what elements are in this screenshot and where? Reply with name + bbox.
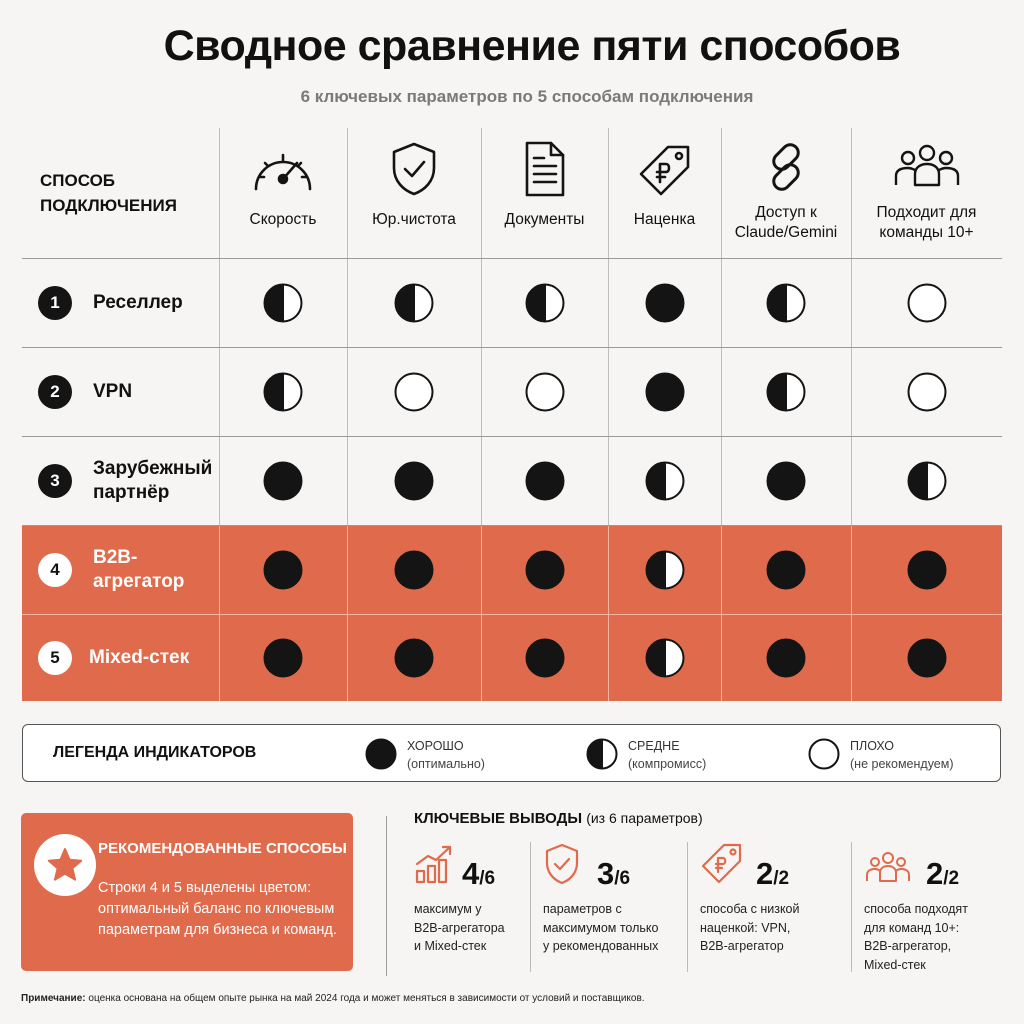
rating-good-icon <box>263 550 303 590</box>
rating-good-icon <box>766 550 806 590</box>
rating-good-icon <box>645 283 685 323</box>
rating-medium-icon <box>645 638 685 678</box>
row-method-name: VPN <box>93 380 133 402</box>
column-header-5 <box>721 128 851 258</box>
rating-medium-icon <box>586 738 618 770</box>
rating-medium-icon <box>263 283 303 323</box>
row-method-name: Реселлер <box>93 291 183 313</box>
rating-poor-icon <box>808 738 840 770</box>
key-findings-title: КЛЮЧЕВЫЕ ВЫВОДЫ (из 6 параметров) <box>414 810 703 827</box>
finding-divider <box>530 842 531 972</box>
rating-medium-icon <box>907 461 947 501</box>
finding-description: максимум у B2B-агрегатора и Mixed-стек <box>414 902 505 953</box>
rating-good-icon <box>263 461 303 501</box>
rating-good-icon <box>907 638 947 678</box>
column-divider <box>481 525 482 701</box>
column-divider <box>851 525 852 701</box>
column-header-2 <box>347 128 481 258</box>
rating-good-icon <box>645 372 685 412</box>
legend-title: ЛЕГЕНДА ИНДИКАТОРОВ <box>53 744 257 761</box>
row-number-badge: 4 <box>38 553 72 587</box>
growth-chart-icon <box>414 842 454 884</box>
column-header-4 <box>608 128 721 258</box>
rating-poor-icon <box>525 372 565 412</box>
rating-good-icon <box>525 550 565 590</box>
link-icon <box>758 139 814 195</box>
rating-poor-icon <box>907 283 947 323</box>
page-subtitle: 6 ключевых параметров по 5 способам подключения <box>300 87 754 106</box>
finding-divider <box>851 842 852 972</box>
row-method-name: B2B- агрегатор <box>93 546 185 592</box>
table-row <box>22 258 1002 347</box>
row-divider <box>22 258 1002 259</box>
finding-description: способа подходят для команд 10+: B2B-агрегатор, Mixed-стек <box>864 902 968 972</box>
rating-poor-icon <box>394 372 434 412</box>
finding-value: 2/2 <box>926 856 960 891</box>
rating-good-icon <box>394 461 434 501</box>
column-divider <box>608 525 609 701</box>
page-title: Сводное сравнение пяти способов <box>163 22 901 70</box>
row-divider <box>22 525 1002 526</box>
recommended-text: Строки 4 и 5 выделены цветом: оптимальный баланс по ключевым параметрам для бизнеса и команд. <box>98 880 337 938</box>
shield-check-icon <box>387 140 441 198</box>
row-method-name: Зарубежный партнёр <box>93 457 213 503</box>
finding-divider <box>687 842 688 972</box>
rating-good-icon <box>525 461 565 501</box>
row-number-badge: 5 <box>38 641 72 675</box>
column-divider <box>347 525 348 701</box>
rating-medium-icon <box>645 550 685 590</box>
column-label: Документы <box>504 211 585 228</box>
table-row <box>22 436 1002 525</box>
row-number-badge: 3 <box>38 464 72 498</box>
table-header <box>22 128 1002 258</box>
rating-medium-icon <box>394 283 434 323</box>
table-row <box>22 347 1002 436</box>
row-divider <box>22 614 1002 615</box>
column-header-3 <box>481 128 608 258</box>
table-row <box>22 614 1002 701</box>
document-icon <box>520 139 570 199</box>
section-divider <box>386 816 387 976</box>
rating-good-icon <box>907 550 947 590</box>
rating-poor-icon <box>907 372 947 412</box>
row-divider <box>22 436 1002 437</box>
legend: ЛЕГЕНДА ИНДИКАТОРОВ ХОРОШО (оптимально) СРЕДНЕ (компромисс) ПЛОХО (не рекомендуем) <box>22 724 1001 782</box>
rating-medium-icon <box>766 372 806 412</box>
star-badge <box>34 834 96 896</box>
finding-description: параметров с максимумом только у рекомендованных <box>543 902 659 953</box>
finding-value: 4/6 <box>462 856 496 891</box>
column-divider <box>219 525 220 701</box>
price-tag-ruble-icon <box>700 842 744 886</box>
shield-check-icon <box>543 842 581 886</box>
team-icon <box>864 850 912 886</box>
rating-good-icon <box>766 461 806 501</box>
table-row <box>22 525 1002 614</box>
column-header-1 <box>219 128 347 258</box>
finding-description: способа с низкой наценкой: VPN, B2B-агрегатор <box>700 902 800 953</box>
speedometer-icon <box>250 143 316 199</box>
rating-good-icon <box>525 638 565 678</box>
footnote: Примечание: оценка основана на общем опыте рынка на май 2024 года и может меняться в зависимости от условий и поставщиков. <box>21 993 645 1004</box>
rating-good-icon <box>766 638 806 678</box>
rating-medium-icon <box>525 283 565 323</box>
star-icon <box>34 834 96 896</box>
column-label: Подходит для команды 10+ <box>876 204 977 241</box>
column-header-6 <box>851 128 1002 258</box>
column-label: Юр.чистота <box>372 211 456 228</box>
column-divider <box>721 525 722 701</box>
rating-good-icon <box>263 638 303 678</box>
rating-good-icon <box>365 738 397 770</box>
rating-medium-icon <box>766 283 806 323</box>
column-label: Доступ к Claude/Gemini <box>734 204 838 241</box>
rating-good-icon <box>394 550 434 590</box>
recommended-box <box>21 813 353 971</box>
row-method-name: Mixed-стек <box>89 646 190 668</box>
price-tag-ruble-icon <box>635 142 695 202</box>
rating-good-icon <box>394 638 434 678</box>
recommended-title: РЕКОМЕНДОВАННЫЕ СПОСОБЫ <box>98 840 347 857</box>
finding-value: 3/6 <box>597 856 631 891</box>
finding-value: 2/2 <box>756 856 790 891</box>
rating-medium-icon <box>645 461 685 501</box>
row-divider <box>22 347 1002 348</box>
team-icon <box>891 141 963 193</box>
column-label: Наценка <box>633 211 696 228</box>
column-label: Скорость <box>249 211 317 228</box>
rating-medium-icon <box>263 372 303 412</box>
corner-label: СПОСОБ ПОДКЛЮЧЕНИЯ <box>40 171 177 215</box>
row-number-badge: 1 <box>38 286 72 320</box>
row-number-badge: 2 <box>38 375 72 409</box>
